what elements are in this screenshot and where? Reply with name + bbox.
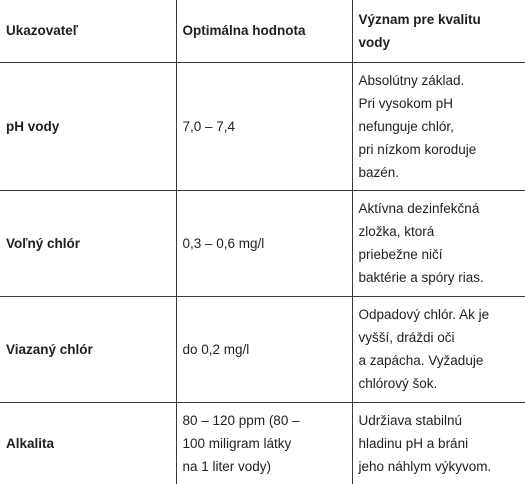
meaning-line: jeho náhlym výkyvom.	[358, 458, 492, 474]
meaning-line: baktérie a spóry rias.	[358, 269, 484, 285]
meaning-line: Udržiava stabilnú	[358, 412, 463, 428]
meaning-line: nefunguje chlór,	[358, 118, 454, 134]
optimal-value-line: 80 – 120 ppm (80 –	[182, 412, 300, 428]
header-meaning-line: vody	[358, 34, 391, 50]
meaning-cell	[352, 296, 525, 402]
header-meaning-line: Význam pre kvalitu	[358, 11, 481, 27]
indicator-cell: Voľný chlór	[0, 190, 176, 296]
header-indicator: Ukazovateľ	[0, 0, 176, 62]
header-optimal-value: Optimálna hodnota	[176, 0, 352, 62]
meaning-line: Absolútny základ.	[358, 72, 465, 88]
meaning-line: zložka, ktorá	[358, 223, 435, 239]
optimal-value-cell	[176, 190, 352, 296]
meaning-cell	[352, 402, 525, 484]
meaning-line: Odpadový chlór. Ak je	[358, 306, 490, 322]
indicator-cell: pH vody	[0, 62, 176, 190]
optimal-value-cell	[176, 62, 352, 190]
optimal-value-line: 0,3 – 0,6 mg/l	[182, 235, 265, 251]
optimal-value-cell	[176, 402, 352, 484]
meaning-line: hladinu pH a bráni	[358, 435, 469, 451]
indicator-cell: Viazaný chlór	[0, 296, 176, 402]
optimal-value-line: 100 miligram látky	[182, 435, 292, 451]
table-header-row	[0, 0, 525, 62]
header-meaning	[352, 0, 525, 62]
table-row	[0, 296, 525, 402]
meaning-line: pri nízkom koroduje	[358, 141, 477, 157]
table-row	[0, 402, 525, 484]
meaning-line: Pri vysokom pH	[358, 95, 454, 111]
indicator-cell: Alkalita	[0, 402, 176, 484]
optimal-value-cell	[176, 296, 352, 402]
meaning-cell	[352, 62, 525, 190]
meaning-line: a zapácha. Vyžaduje	[358, 352, 484, 368]
optimal-value-line: 7,0 – 7,4	[182, 118, 236, 134]
meaning-cell	[352, 190, 525, 296]
optimal-value-line: na 1 liter vody)	[182, 458, 272, 474]
meaning-line: vyšší, dráždi oči	[358, 329, 455, 345]
meaning-line: bazén.	[358, 164, 400, 180]
table-row	[0, 190, 525, 296]
meaning-line: priebežne ničí	[358, 246, 443, 262]
optimal-value-line: do 0,2 mg/l	[182, 341, 250, 357]
table-row	[0, 62, 525, 190]
meaning-line: Aktívna dezinfekčná	[358, 200, 480, 216]
meaning-line: chlórový šok.	[358, 375, 438, 391]
